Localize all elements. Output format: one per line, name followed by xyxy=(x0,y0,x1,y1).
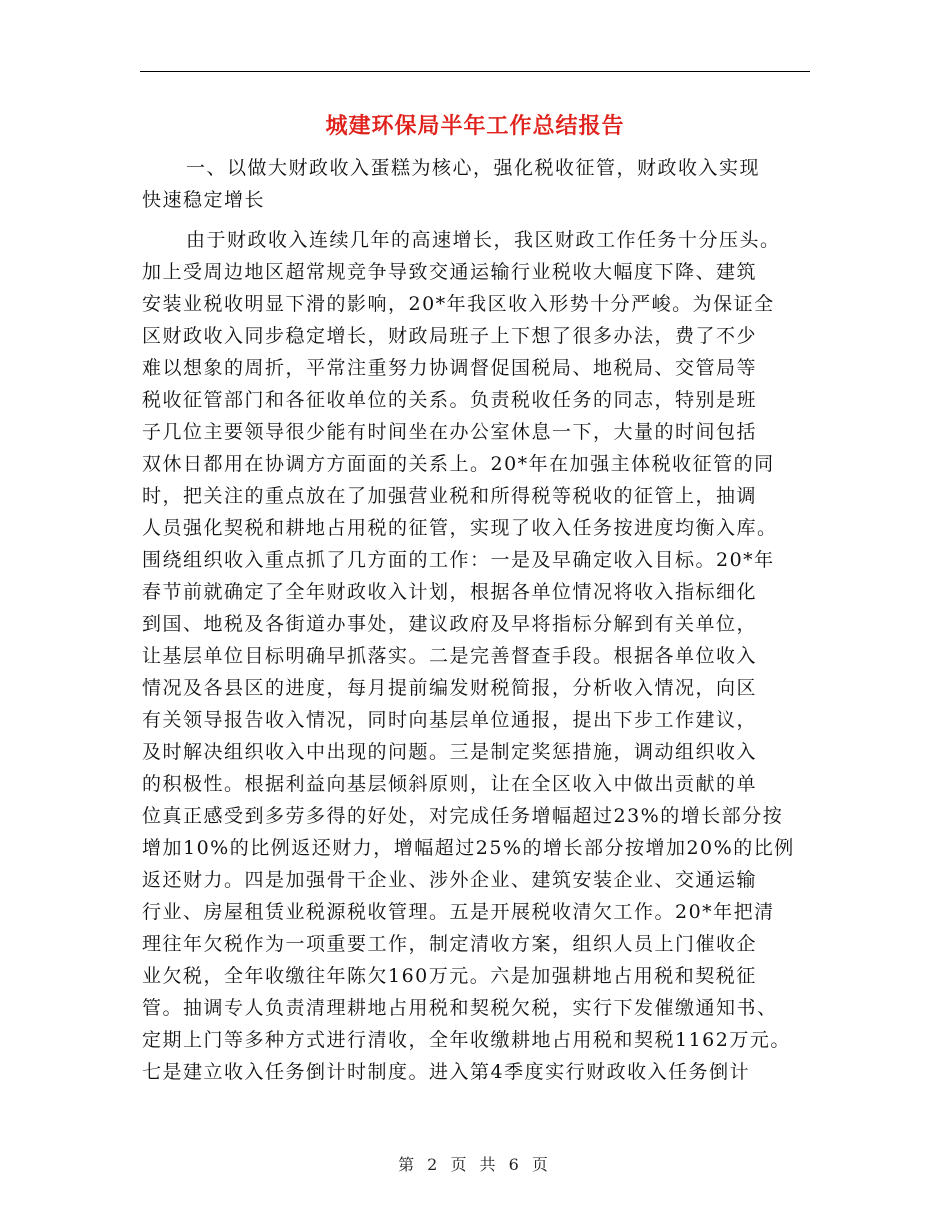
paragraph-line: 返还财力。四是加强骨干企业、涉外企业、建筑安装企业、交通运输 xyxy=(142,869,758,891)
paragraph-line: 由于财政收入连续几年的高速增长，我区财政工作任务十分压头。 xyxy=(186,229,781,251)
document-body xyxy=(142,152,810,1088)
header-rule xyxy=(140,71,810,72)
paragraph-line: 位真正感受到多劳多得的好处，对完成任务增幅超过23%的增长部分按 xyxy=(142,805,784,827)
paragraph-line: 管。抽调专人负责清理耕地占用税和契税欠税，实行下发催缴通知书、 xyxy=(142,997,778,1019)
paragraph-line: 让基层单位目标明确早抓落实。二是完善督查手段。根据各单位收入 xyxy=(142,645,758,667)
paragraph-line: 定期上门等多种方式进行清收，全年收缴耕地占用税和契税1162万元。 xyxy=(142,1029,791,1051)
paragraph-line: 围绕组织收入重点抓了几方面的工作：一是及早确定收入目标。20*年 xyxy=(142,549,775,571)
paragraph-line: 人员强化契税和耕地占用税的征管，实现了收入任务按进度均衡入库。 xyxy=(142,517,778,539)
page-footer: 第 2 页 共 6 页 xyxy=(398,1155,552,1174)
paragraph-line: 七是建立收入任务倒计时制度。进入第4季度实行财政收入任务倒计 xyxy=(142,1061,751,1083)
paragraph-line: 加上受周边地区超常规竞争导致交通运输行业税收大幅度下降、建筑 xyxy=(142,261,758,283)
paragraph-line: 及时解决组织收入中出现的问题。三是制定奖惩措施，调动组织收入 xyxy=(142,741,758,763)
paragraph-line: 双休日都用在协调方方面面的关系上。20*年在加强主体税收征管的同 xyxy=(142,453,775,475)
paragraph-line: 时，把关注的重点放在了加强营业税和所得税等税收的征管上，抽调 xyxy=(142,485,758,507)
paragraph-line: 行业、房屋租赁业税源税收管理。五是开展税收清欠工作。20*年把清 xyxy=(142,901,775,923)
paragraph-line: 增加10%的比例返还财力，增幅超过25%的增长部分按增加20%的比例 xyxy=(142,837,795,859)
paragraph-line: 春节前就确定了全年财政收入计划，根据各单位情况将收入指标细化 xyxy=(142,581,758,603)
paragraph-line: 有关领导报告收入情况，同时向基层单位通报，提出下步工作建议， xyxy=(142,709,758,731)
paragraph-gap xyxy=(142,216,810,224)
paragraph-line: 安装业税收明显下滑的影响，20*年我区收入形势十分严峻。为保证全 xyxy=(142,293,775,315)
paragraph-line: 情况及各县区的进度，每月提前编发财税简报，分析收入情况，向区 xyxy=(142,677,758,699)
section-heading-line: 一、以做大财政收入蛋糕为核心，强化税收征管，财政收入实现 xyxy=(186,157,761,179)
paragraph-line: 区财政收入同步稳定增长，财政局班子上下想了很多办法，费了不少 xyxy=(142,325,758,347)
document-title: 城建环保局半年工作总结报告 xyxy=(325,113,625,139)
paragraph-line: 到国、地税及各街道办事处，建议政府及早将指标分解到有关单位， xyxy=(142,613,758,635)
paragraph-line: 业欠税，全年收缴往年陈欠160万元。六是加强耕地占用税和契税征 xyxy=(142,965,757,987)
section-heading-line: 快速稳定增长 xyxy=(142,189,266,211)
paragraph-line: 理往年欠税作为一项重要工作，制定清收方案，组织人员上门催收企 xyxy=(142,933,758,955)
paragraph-line: 税收征管部门和各征收单位的关系。负责税收任务的同志，特别是班 xyxy=(142,389,758,411)
paragraph-line: 难以想象的周折，平常注重努力协调督促国税局、地税局、交管局等 xyxy=(142,357,758,379)
paragraph-line: 子几位主要领导很少能有时间坐在办公室休息一下，大量的时间包括 xyxy=(142,421,758,443)
paragraph-line: 的积极性。根据利益向基层倾斜原则，让在全区收入中做出贡献的单 xyxy=(142,773,758,795)
